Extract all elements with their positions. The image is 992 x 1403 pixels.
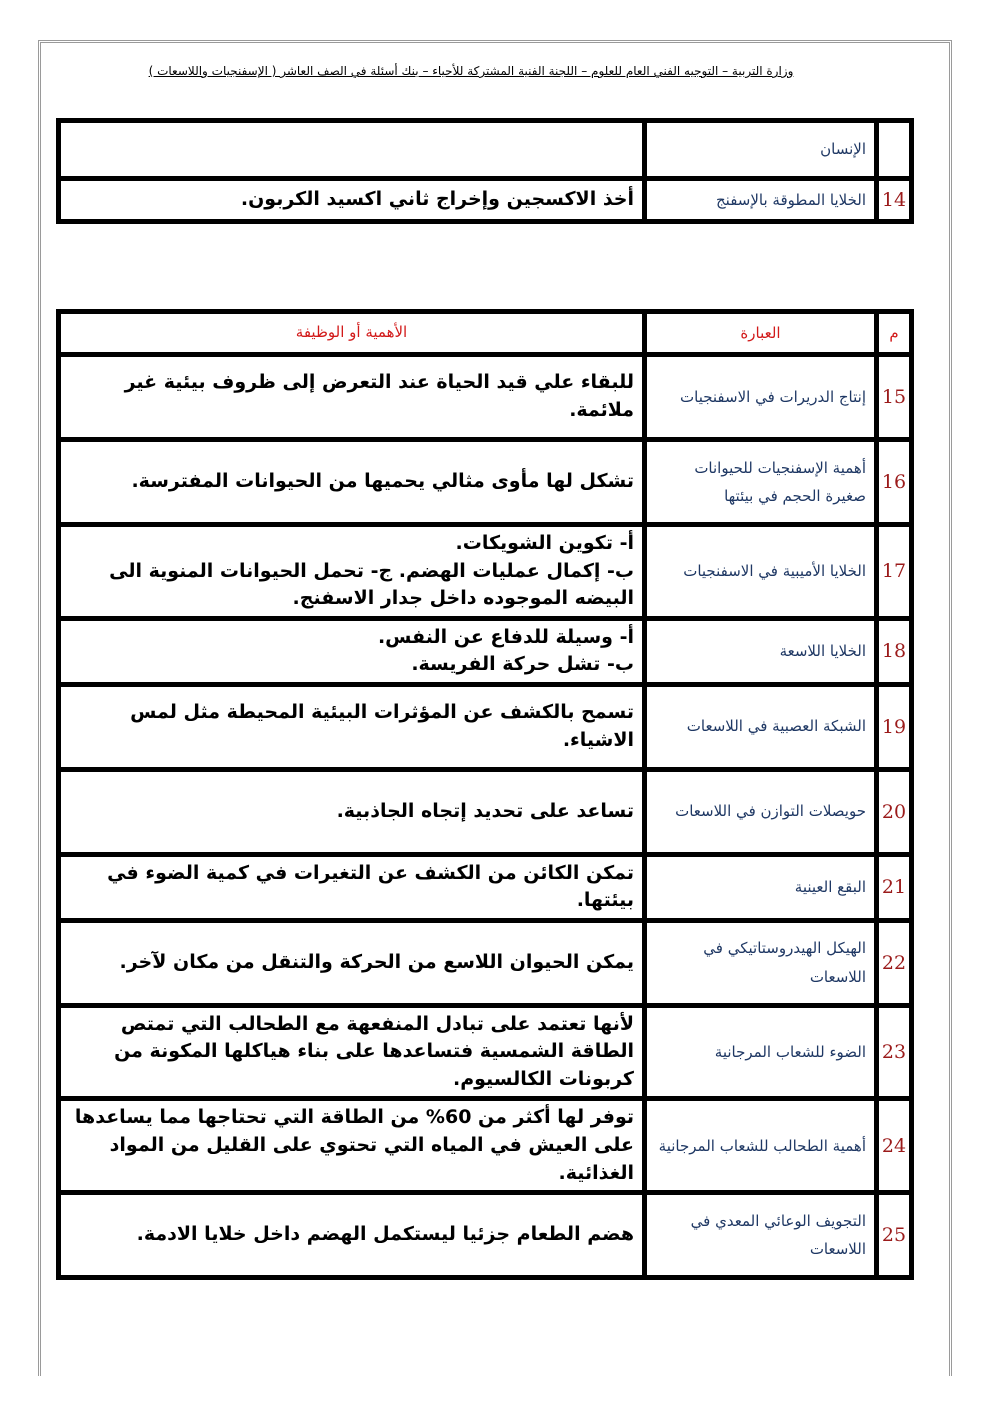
row-function: هضم الطعام جزئيا ليستكمل الهضم داخل خلايا الادمة. <box>56 1195 642 1275</box>
function-line: أ- تكوين الشويكات. <box>455 532 634 554</box>
row-term: الشبكة العصبية في اللاسعات <box>642 687 874 767</box>
row-term: البقع العينية <box>642 857 874 918</box>
row-term: الخلايا اللاسعة <box>642 621 874 682</box>
row-function: تسمح بالكشف عن المؤثرات البيئية المحيطة مثل لمس الاشياء. <box>56 687 642 767</box>
table-continuation <box>56 118 914 224</box>
row-number: 24 <box>874 1101 914 1190</box>
row-function <box>56 621 642 682</box>
table-row <box>56 621 914 682</box>
row-number: 16 <box>874 442 914 522</box>
row-function: يمكن الحيوان اللاسع من الحركة والتنقل من مكان لآخر. <box>56 923 642 1003</box>
row-term: أهمية الإسفنجيات للحيوانات صغيرة الحجم في بيئتها <box>642 442 874 522</box>
row-function <box>56 123 642 176</box>
function-line: أ- وسيلة للدفاع عن النفس. <box>377 625 634 648</box>
table-row <box>56 442 914 522</box>
row-number: 18 <box>874 621 914 682</box>
row-number: 17 <box>874 527 914 616</box>
row-number: 23 <box>874 1008 914 1097</box>
row-term: الإنسان <box>642 123 874 176</box>
header-number: م <box>874 314 914 352</box>
table-row <box>56 857 914 918</box>
table-row <box>56 1008 914 1097</box>
table-header-row <box>56 314 914 352</box>
table-row <box>56 923 914 1003</box>
table-row <box>56 772 914 852</box>
table-row <box>56 687 914 767</box>
row-function: تشكل لها مأوى مثالي يحميها من الحيوانات المفترسة. <box>56 442 642 522</box>
table-row <box>56 527 914 616</box>
row-function: للبقاء علي قيد الحياة عند التعرض إلى ظروف بيئية غير ملائمة. <box>56 357 642 437</box>
row-function: لأنها تعتمد على تبادل المنفعهة مع الطحالب التي تمتص الطاقة الشمسية فتساعدها على بناء هياكلها المكونة من كربونات الكالسيوم. <box>56 1008 642 1097</box>
row-term: التجويف الوعائي المعدي في اللاسعات <box>642 1195 874 1275</box>
table-row <box>56 181 914 219</box>
table-row <box>56 1195 914 1275</box>
function-line: ب- إكمال عمليات الهضم. ج- تحمل الحيوانات المنوية الى البيضه الموجوده داخل جدار الاسفنج. <box>109 559 634 610</box>
row-term: الهيكل الهيدروستاتيكي في اللاسعات <box>642 923 874 1003</box>
page-header: وزارة التربية – التوجيه الفني العام للعلوم – اللجنة الفنية المشتركة للأحياء – بنك أسئلة في الصف العاشر ( الإسفنجيات واللاسعات ) <box>148 64 794 78</box>
row-function: توفر لها أكثر من 60% من الطاقة التي تحتاجها مما يساعدها على العيش في المياه التي تحتوي على القليل من المواد الغذائية. <box>56 1101 642 1190</box>
row-number: 19 <box>874 687 914 767</box>
row-number: 25 <box>874 1195 914 1275</box>
row-number <box>874 123 914 176</box>
row-number: 21 <box>874 857 914 918</box>
function-line: ب- تشل حركة الفريسة. <box>411 653 634 676</box>
header-term: العبارة <box>642 314 874 352</box>
row-term: إنتاج الدريرات في الاسفنجيات <box>642 357 874 437</box>
row-function: أخذ الاكسجين وإخراج ثاني اكسيد الكربون. <box>56 181 642 219</box>
table-row <box>56 1101 914 1190</box>
row-term: الخلايا الأميبية في الاسفنجيات <box>642 527 874 616</box>
row-function <box>56 527 642 616</box>
header-function: الأهمية أو الوظيفة <box>56 314 642 352</box>
row-number: 20 <box>874 772 914 852</box>
row-number: 22 <box>874 923 914 1003</box>
row-function: تساعد على تحديد إتجاه الجاذبية. <box>56 772 642 852</box>
row-term: الخلايا المطوقة بالإسفنج <box>642 181 874 219</box>
row-number: 15 <box>874 357 914 437</box>
row-term: حويصلات التوازن في اللاسعات <box>642 772 874 852</box>
row-term: أهمية الطحالب للشعاب المرجانية <box>642 1101 874 1190</box>
row-function: تمكن الكائن من الكشف عن التغيرات في كمية الضوء في بيئتها. <box>56 857 642 918</box>
table-row <box>56 357 914 437</box>
row-number: 14 <box>874 181 914 219</box>
row-term: الضوء للشعاب المرجانية <box>642 1008 874 1097</box>
table-row <box>56 123 914 176</box>
table-functions <box>56 309 914 1280</box>
